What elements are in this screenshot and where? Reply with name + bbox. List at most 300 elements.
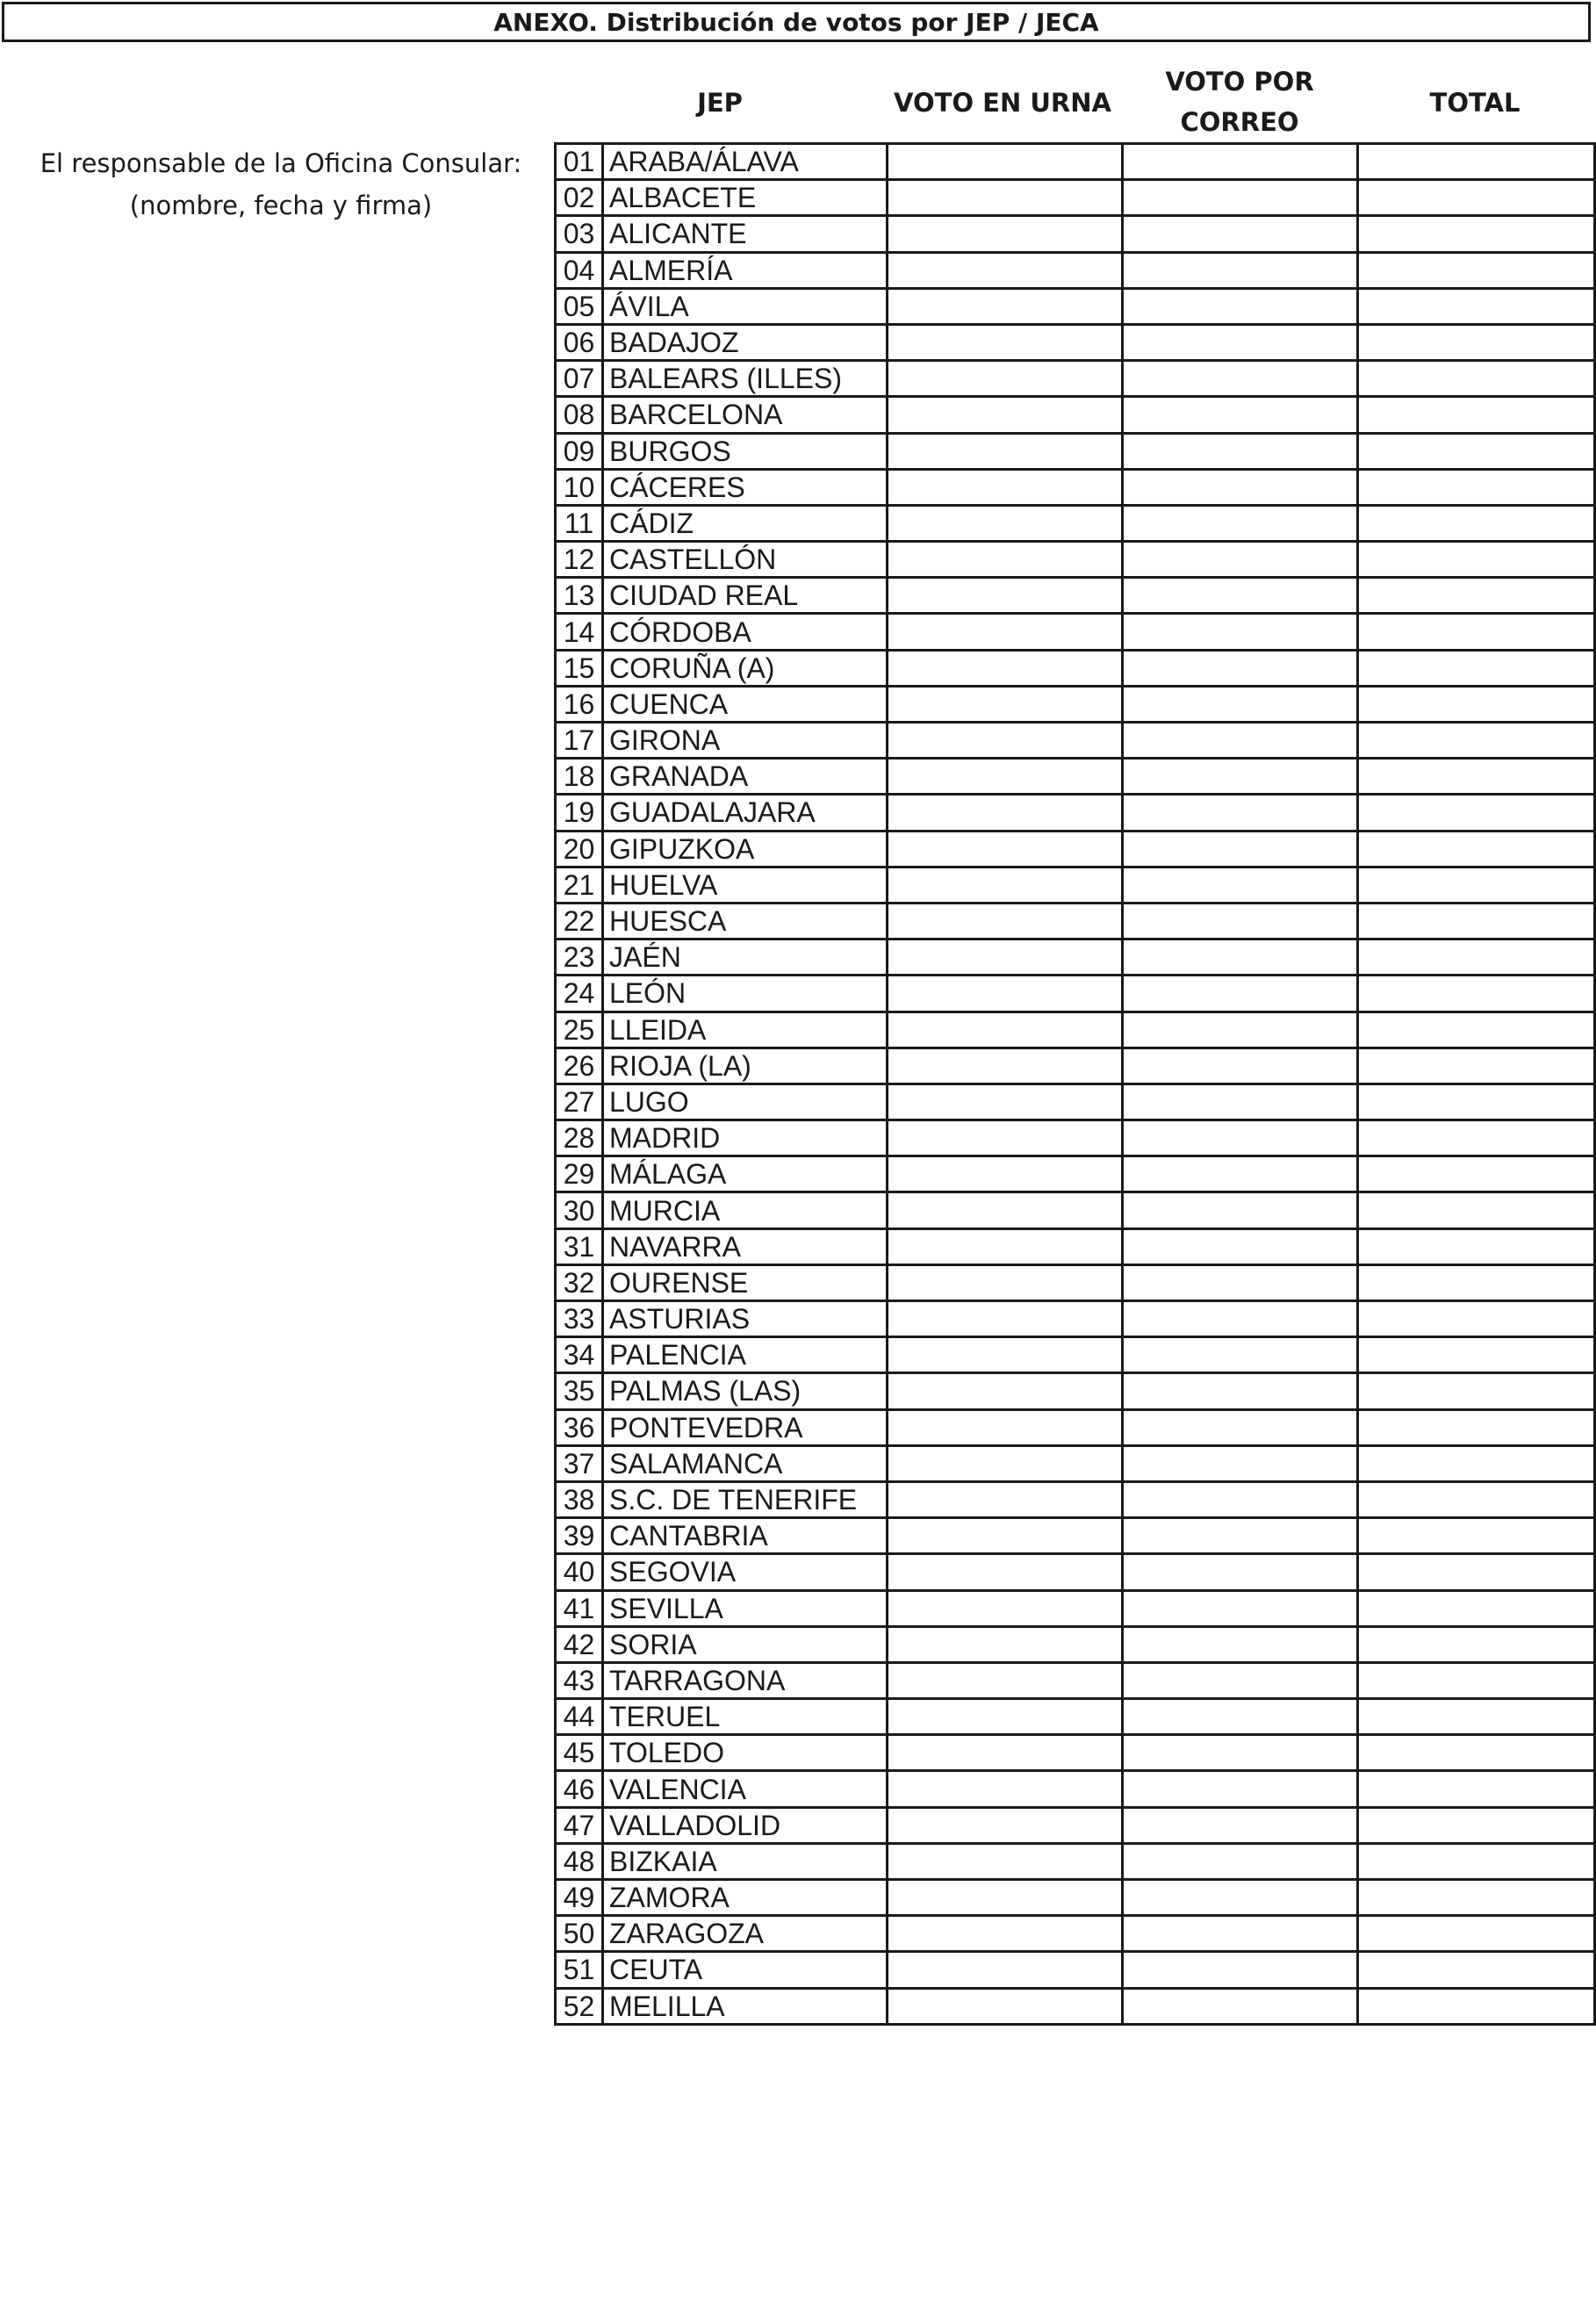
table-row [556, 216, 1595, 252]
table-row [556, 614, 1595, 650]
row-number: 52 [556, 1988, 603, 2024]
voto-por-correo-cell[interactable] [1123, 542, 1358, 578]
voto-por-correo-cell[interactable] [1123, 831, 1358, 867]
voto-por-correo-cell[interactable] [1123, 1264, 1358, 1300]
voto-en-urna-cell[interactable] [888, 1445, 1123, 1481]
voto-por-correo-cell[interactable] [1123, 759, 1358, 795]
table-row [556, 324, 1595, 360]
total-cell[interactable] [1358, 867, 1595, 903]
voto-en-urna-cell[interactable] [888, 469, 1123, 505]
voto-por-correo-cell[interactable] [1123, 1337, 1358, 1373]
voto-por-correo-cell[interactable] [1123, 397, 1358, 433]
jep-name: ZAMORA [603, 1880, 888, 1916]
total-cell[interactable] [1358, 324, 1595, 360]
table-row [556, 1554, 1595, 1590]
jep-name: ASTURIAS [603, 1301, 888, 1337]
voto-en-urna-cell[interactable] [888, 180, 1123, 216]
voto-en-urna-cell[interactable] [888, 867, 1123, 903]
row-number: 20 [556, 831, 603, 867]
row-number: 26 [556, 1048, 603, 1084]
total-cell[interactable] [1358, 1084, 1595, 1120]
row-number: 37 [556, 1445, 603, 1481]
voto-por-correo-cell[interactable] [1123, 144, 1358, 180]
total-cell[interactable] [1358, 723, 1595, 759]
row-number: 09 [556, 433, 603, 469]
voto-por-correo-cell[interactable] [1123, 1156, 1358, 1192]
total-cell[interactable] [1358, 1952, 1595, 1988]
table-row [556, 1880, 1595, 1916]
voto-en-urna-cell[interactable] [888, 361, 1123, 397]
voto-en-urna-cell[interactable] [888, 1012, 1123, 1048]
jep-name: GRANADA [603, 759, 888, 795]
voto-en-urna-cell[interactable] [888, 1952, 1123, 1988]
row-number: 30 [556, 1192, 603, 1228]
jep-name: HUESCA [603, 903, 888, 939]
table-row [556, 1626, 1595, 1662]
total-cell[interactable] [1358, 976, 1595, 1012]
voto-por-correo-cell[interactable] [1123, 1735, 1358, 1771]
jep-name: ALBACETE [603, 180, 888, 216]
jep-name: BALEARS (ILLES) [603, 361, 888, 397]
table-row [556, 1012, 1595, 1048]
row-number: 43 [556, 1662, 603, 1698]
row-number: 51 [556, 1952, 603, 1988]
jep-name: GIPUZKOA [603, 831, 888, 867]
jep-name: ÁVILA [603, 288, 888, 324]
voto-en-urna-cell[interactable] [888, 686, 1123, 722]
voto-por-correo-cell[interactable] [1123, 795, 1358, 831]
total-cell[interactable] [1358, 1590, 1595, 1626]
voto-por-correo-cell[interactable] [1123, 1409, 1358, 1445]
table-row [556, 1445, 1595, 1481]
row-number: 13 [556, 578, 603, 614]
row-number: 45 [556, 1735, 603, 1771]
total-cell[interactable] [1358, 578, 1595, 614]
voto-en-urna-cell[interactable] [888, 144, 1123, 180]
row-number: 36 [556, 1409, 603, 1445]
row-number: 15 [556, 650, 603, 686]
table-row [556, 578, 1595, 614]
column-header-correo-line-1: VOTO POR [1165, 67, 1314, 97]
total-cell[interactable] [1358, 361, 1595, 397]
voto-en-urna-cell[interactable] [888, 650, 1123, 686]
total-cell[interactable] [1358, 288, 1595, 324]
jep-name: BURGOS [603, 433, 888, 469]
jep-name: BARCELONA [603, 397, 888, 433]
table-row [556, 1952, 1595, 1988]
voto-por-correo-cell[interactable] [1123, 867, 1358, 903]
total-cell[interactable] [1358, 831, 1595, 867]
voto-por-correo-cell[interactable] [1123, 361, 1358, 397]
total-cell[interactable] [1358, 180, 1595, 216]
responsible-signature-label [18, 142, 544, 227]
jep-name: ALMERÍA [603, 252, 888, 288]
table-row [556, 180, 1595, 216]
total-cell[interactable] [1358, 940, 1595, 976]
voto-en-urna-cell[interactable] [888, 1337, 1123, 1373]
table-row [556, 795, 1595, 831]
row-number: 46 [556, 1771, 603, 1807]
table-row [556, 976, 1595, 1012]
table-row [556, 542, 1595, 578]
voto-por-correo-cell[interactable] [1123, 180, 1358, 216]
jep-name: RIOJA (LA) [603, 1048, 888, 1084]
jep-name: CEUTA [603, 1952, 888, 1988]
voto-por-correo-cell[interactable] [1123, 1301, 1358, 1337]
table-row [556, 686, 1595, 722]
voto-por-correo-cell[interactable] [1123, 614, 1358, 650]
row-number: 48 [556, 1843, 603, 1879]
jep-name: ALICANTE [603, 216, 888, 252]
voto-por-correo-cell[interactable] [1123, 1228, 1358, 1264]
voto-en-urna-cell[interactable] [888, 542, 1123, 578]
total-cell[interactable] [1358, 1481, 1595, 1517]
responsible-line-1: El responsable de la Oficina Consular: [40, 148, 522, 178]
table-row [556, 1192, 1595, 1228]
voto-por-correo-cell[interactable] [1123, 650, 1358, 686]
voto-en-urna-cell[interactable] [888, 1228, 1123, 1264]
voto-por-correo-cell[interactable] [1123, 1373, 1358, 1409]
voto-en-urna-cell[interactable] [888, 759, 1123, 795]
voto-por-correo-cell[interactable] [1123, 1554, 1358, 1590]
table-row [556, 1048, 1595, 1084]
jep-name: CÁCERES [603, 469, 888, 505]
jep-name: MADRID [603, 1120, 888, 1156]
total-cell[interactable] [1358, 1554, 1595, 1590]
voto-en-urna-cell[interactable] [888, 578, 1123, 614]
voto-en-urna-cell[interactable] [888, 1554, 1123, 1590]
table-row [556, 1735, 1595, 1771]
voto-en-urna-cell[interactable] [888, 505, 1123, 541]
jep-name: TOLEDO [603, 1735, 888, 1771]
row-number: 10 [556, 469, 603, 505]
row-number: 06 [556, 324, 603, 360]
jep-name: ARABA/ÁLAVA [603, 144, 888, 180]
voto-por-correo-cell[interactable] [1123, 216, 1358, 252]
total-cell[interactable] [1358, 505, 1595, 541]
table-row [556, 1156, 1595, 1192]
voto-en-urna-cell[interactable] [888, 433, 1123, 469]
jep-name: CIUDAD REAL [603, 578, 888, 614]
voto-en-urna-cell[interactable] [888, 614, 1123, 650]
voto-por-correo-cell[interactable] [1123, 1699, 1358, 1735]
row-number: 02 [556, 180, 603, 216]
voto-en-urna-cell[interactable] [888, 1916, 1123, 1952]
table-row [556, 1771, 1595, 1807]
row-number: 40 [556, 1554, 603, 1590]
table-row [556, 1843, 1595, 1879]
jep-name: S.C. DE TENERIFE [603, 1481, 888, 1517]
total-cell[interactable] [1358, 1518, 1595, 1554]
voto-por-correo-cell[interactable] [1123, 1012, 1358, 1048]
table-row [556, 1481, 1595, 1517]
row-number: 23 [556, 940, 603, 976]
row-number: 16 [556, 686, 603, 722]
voto-en-urna-cell[interactable] [888, 1409, 1123, 1445]
votes-table-body [556, 144, 1595, 2025]
voto-por-correo-cell[interactable] [1123, 976, 1358, 1012]
row-number: 50 [556, 1916, 603, 1952]
voto-en-urna-cell[interactable] [888, 1880, 1123, 1916]
voto-en-urna-cell[interactable] [888, 252, 1123, 288]
table-row [556, 940, 1595, 976]
voto-por-correo-cell[interactable] [1123, 903, 1358, 939]
voto-por-correo-cell[interactable] [1123, 686, 1358, 722]
table-row [556, 1301, 1595, 1337]
table-row [556, 1084, 1595, 1120]
total-cell[interactable] [1358, 1916, 1595, 1952]
jep-name: NAVARRA [603, 1228, 888, 1264]
total-cell[interactable] [1358, 144, 1595, 180]
jep-name: CUENCA [603, 686, 888, 722]
row-number: 25 [556, 1012, 603, 1048]
total-cell[interactable] [1358, 252, 1595, 288]
voto-por-correo-cell[interactable] [1123, 1084, 1358, 1120]
table-row [556, 361, 1595, 397]
table-row [556, 723, 1595, 759]
total-cell[interactable] [1358, 1373, 1595, 1409]
row-number: 17 [556, 723, 603, 759]
column-header-correo-line-2: CORREO [1180, 107, 1299, 137]
voto-por-correo-cell[interactable] [1123, 1952, 1358, 1988]
row-number: 22 [556, 903, 603, 939]
total-cell[interactable] [1358, 1843, 1595, 1879]
jep-name: JAÉN [603, 940, 888, 976]
voto-en-urna-cell[interactable] [888, 1120, 1123, 1156]
jep-name: GUADALAJARA [603, 795, 888, 831]
row-number: 11 [556, 505, 603, 541]
row-number: 34 [556, 1337, 603, 1373]
voto-en-urna-cell[interactable] [888, 795, 1123, 831]
table-row [556, 1228, 1595, 1264]
jep-name: LLEIDA [603, 1012, 888, 1048]
voto-en-urna-cell[interactable] [888, 1988, 1123, 2024]
voto-por-correo-cell[interactable] [1123, 433, 1358, 469]
row-number: 19 [556, 795, 603, 831]
table-row [556, 469, 1595, 505]
total-cell[interactable] [1358, 1807, 1595, 1843]
voto-por-correo-cell[interactable] [1123, 252, 1358, 288]
voto-en-urna-cell[interactable] [888, 397, 1123, 433]
row-number: 28 [556, 1120, 603, 1156]
table-row [556, 1373, 1595, 1409]
row-number: 32 [556, 1264, 603, 1300]
row-number: 07 [556, 361, 603, 397]
total-cell[interactable] [1358, 1662, 1595, 1698]
total-cell[interactable] [1358, 1626, 1595, 1662]
jep-name: CASTELLÓN [603, 542, 888, 578]
row-number: 49 [556, 1880, 603, 1916]
jep-name: LEÓN [603, 976, 888, 1012]
total-cell[interactable] [1358, 433, 1595, 469]
jep-name: VALENCIA [603, 1771, 888, 1807]
total-cell[interactable] [1358, 1409, 1595, 1445]
voto-en-urna-cell[interactable] [888, 976, 1123, 1012]
total-cell[interactable] [1358, 1445, 1595, 1481]
jep-name: SEVILLA [603, 1590, 888, 1626]
voto-en-urna-cell[interactable] [888, 1807, 1123, 1843]
total-cell[interactable] [1358, 614, 1595, 650]
table-row [556, 1662, 1595, 1698]
total-cell[interactable] [1358, 903, 1595, 939]
row-number: 05 [556, 288, 603, 324]
jep-name: BADAJOZ [603, 324, 888, 360]
voto-por-correo-cell[interactable] [1123, 1192, 1358, 1228]
voto-en-urna-cell[interactable] [888, 1264, 1123, 1300]
jep-name: LUGO [603, 1084, 888, 1120]
jep-name: OURENSE [603, 1264, 888, 1300]
voto-en-urna-cell[interactable] [888, 1084, 1123, 1120]
row-number: 39 [556, 1518, 603, 1554]
total-cell[interactable] [1358, 686, 1595, 722]
voto-en-urna-cell[interactable] [888, 288, 1123, 324]
votes-distribution-table [554, 142, 1596, 2026]
jep-name: CORUÑA (A) [603, 650, 888, 686]
voto-en-urna-cell[interactable] [888, 1590, 1123, 1626]
total-cell[interactable] [1358, 1048, 1595, 1084]
total-cell[interactable] [1358, 1120, 1595, 1156]
total-cell[interactable] [1358, 542, 1595, 578]
voto-en-urna-cell[interactable] [888, 1626, 1123, 1662]
voto-por-correo-cell[interactable] [1123, 1807, 1358, 1843]
total-cell[interactable] [1358, 1880, 1595, 1916]
total-cell[interactable] [1358, 795, 1595, 831]
voto-por-correo-cell[interactable] [1123, 1843, 1358, 1879]
total-cell[interactable] [1358, 216, 1595, 252]
row-number: 33 [556, 1301, 603, 1337]
row-number: 21 [556, 867, 603, 903]
total-cell[interactable] [1358, 1012, 1595, 1048]
row-number: 14 [556, 614, 603, 650]
jep-name: PALMAS (LAS) [603, 1373, 888, 1409]
voto-por-correo-cell[interactable] [1123, 1880, 1358, 1916]
jep-name: SEGOVIA [603, 1554, 888, 1590]
row-number: 38 [556, 1481, 603, 1517]
jep-name: CANTABRIA [603, 1518, 888, 1554]
voto-en-urna-cell[interactable] [888, 216, 1123, 252]
jep-name: MURCIA [603, 1192, 888, 1228]
total-cell[interactable] [1358, 397, 1595, 433]
row-number: 47 [556, 1807, 603, 1843]
voto-en-urna-cell[interactable] [888, 1301, 1123, 1337]
row-number: 04 [556, 252, 603, 288]
table-row [556, 759, 1595, 795]
table-row [556, 1518, 1595, 1554]
total-cell[interactable] [1358, 759, 1595, 795]
voto-en-urna-cell[interactable] [888, 1373, 1123, 1409]
table-row [556, 1988, 1595, 2024]
total-cell[interactable] [1358, 1301, 1595, 1337]
table-row [556, 903, 1595, 939]
voto-en-urna-cell[interactable] [888, 1048, 1123, 1084]
jep-name: BIZKAIA [603, 1843, 888, 1879]
voto-por-correo-cell[interactable] [1123, 578, 1358, 614]
voto-en-urna-cell[interactable] [888, 1662, 1123, 1698]
voto-en-urna-cell[interactable] [888, 1481, 1123, 1517]
voto-en-urna-cell[interactable] [888, 1699, 1123, 1735]
voto-por-correo-cell[interactable] [1123, 288, 1358, 324]
total-cell[interactable] [1358, 1337, 1595, 1373]
voto-en-urna-cell[interactable] [888, 723, 1123, 759]
voto-por-correo-cell[interactable] [1123, 1120, 1358, 1156]
jep-name: GIRONA [603, 723, 888, 759]
voto-en-urna-cell[interactable] [888, 324, 1123, 360]
total-cell[interactable] [1358, 650, 1595, 686]
total-cell[interactable] [1358, 1735, 1595, 1771]
voto-en-urna-cell[interactable] [888, 940, 1123, 976]
voto-en-urna-cell[interactable] [888, 903, 1123, 939]
table-row [556, 252, 1595, 288]
total-cell[interactable] [1358, 1264, 1595, 1300]
column-header-total: TOTAL [1429, 88, 1521, 118]
total-cell[interactable] [1358, 1228, 1595, 1264]
column-header-voto-por-correo [1122, 61, 1357, 142]
voto-por-correo-cell[interactable] [1123, 1518, 1358, 1554]
total-cell[interactable] [1358, 1192, 1595, 1228]
jep-name: PONTEVEDRA [603, 1409, 888, 1445]
voto-por-correo-cell[interactable] [1123, 1771, 1358, 1807]
voto-por-correo-cell[interactable] [1123, 940, 1358, 976]
page-title: ANEXO. Distribución de votos por JEP / JECA [2, 2, 1591, 42]
voto-por-correo-cell[interactable] [1123, 1590, 1358, 1626]
table-row [556, 1807, 1595, 1843]
row-number: 03 [556, 216, 603, 252]
table-row [556, 831, 1595, 867]
row-number: 29 [556, 1156, 603, 1192]
total-cell[interactable] [1358, 1771, 1595, 1807]
voto-por-correo-cell[interactable] [1123, 1445, 1358, 1481]
jep-name: CÓRDOBA [603, 614, 888, 650]
voto-por-correo-cell[interactable] [1123, 723, 1358, 759]
voto-por-correo-cell[interactable] [1123, 505, 1358, 541]
table-row [556, 144, 1595, 180]
total-cell[interactable] [1358, 469, 1595, 505]
row-number: 42 [556, 1626, 603, 1662]
column-header-voto-en-urna: VOTO EN URNA [894, 88, 1111, 118]
voto-en-urna-cell[interactable] [888, 831, 1123, 867]
voto-en-urna-cell[interactable] [888, 1192, 1123, 1228]
row-number: 01 [556, 144, 603, 180]
table-row [556, 1916, 1595, 1952]
total-cell[interactable] [1358, 1699, 1595, 1735]
voto-por-correo-cell[interactable] [1123, 1481, 1358, 1517]
voto-por-correo-cell[interactable] [1123, 469, 1358, 505]
voto-en-urna-cell[interactable] [888, 1518, 1123, 1554]
total-cell[interactable] [1358, 1156, 1595, 1192]
voto-en-urna-cell[interactable] [888, 1156, 1123, 1192]
jep-name: TERUEL [603, 1699, 888, 1735]
table-row [556, 433, 1595, 469]
jep-name: MÁLAGA [603, 1156, 888, 1192]
voto-en-urna-cell[interactable] [888, 1843, 1123, 1879]
voto-en-urna-cell[interactable] [888, 1735, 1123, 1771]
voto-en-urna-cell[interactable] [888, 1771, 1123, 1807]
row-number: 44 [556, 1699, 603, 1735]
row-number: 24 [556, 976, 603, 1012]
jep-name: TARRAGONA [603, 1662, 888, 1698]
voto-por-correo-cell[interactable] [1123, 1988, 1358, 2024]
voto-por-correo-cell[interactable] [1123, 1048, 1358, 1084]
voto-por-correo-cell[interactable] [1123, 1662, 1358, 1698]
jep-name: ZARAGOZA [603, 1916, 888, 1952]
row-number: 18 [556, 759, 603, 795]
voto-por-correo-cell[interactable] [1123, 324, 1358, 360]
table-row [556, 1409, 1595, 1445]
voto-por-correo-cell[interactable] [1123, 1916, 1358, 1952]
total-cell[interactable] [1358, 1988, 1595, 2024]
row-number: 27 [556, 1084, 603, 1120]
voto-por-correo-cell[interactable] [1123, 1626, 1358, 1662]
